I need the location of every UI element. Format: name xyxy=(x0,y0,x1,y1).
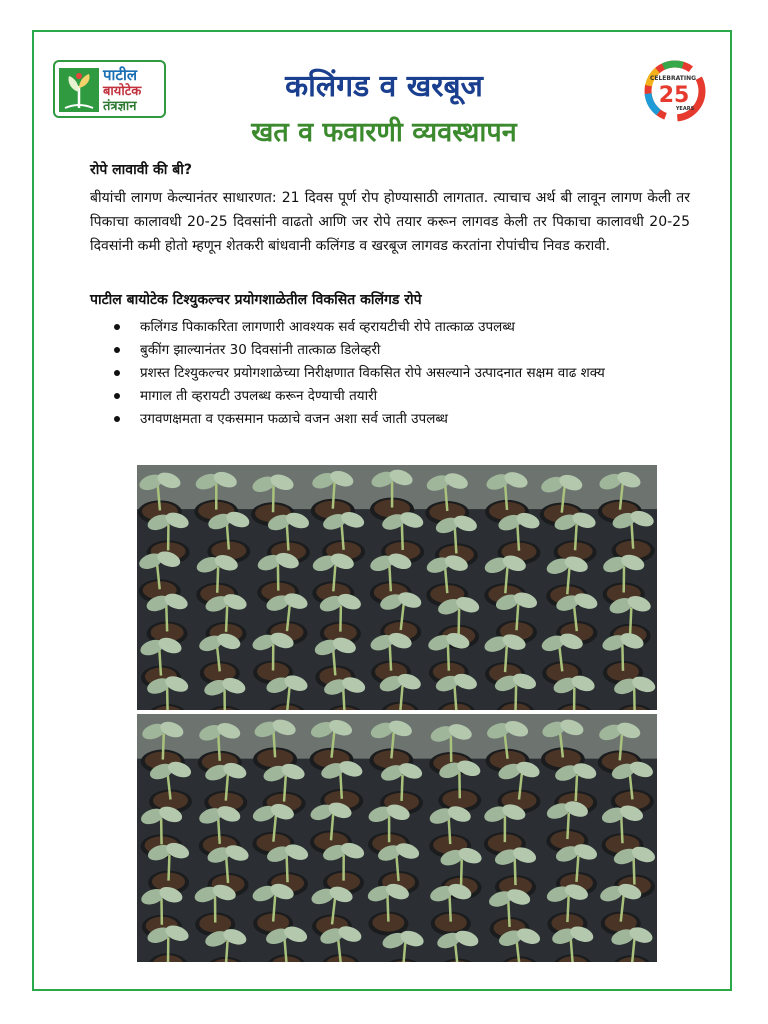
logo-line-3: तंत्रज्ञान xyxy=(103,99,137,114)
section-1-paragraph: बीयांची लागण केल्यानंतर साधारणत: 21 दिवस पूर्ण रोप होण्यासाठी लागतात. त्याचाच अर्थ बी लावून लागण केली तर पिकाचा कालावधी 20-25 दिवसांनी वाढतो आणि जर रोपे तयार करून लागवड केली तर पिकाचा कालावधी 20-25 दिवसांनी कमी होतो म्हणून शेतकरी बांधवानी कलिंगड व खरबूज लागवड करतांना रोपांचीच निवड करावी. xyxy=(90,190,690,254)
list-item xyxy=(112,385,692,407)
section-2-heading: पाटील बायोटेक टिश्युकल्चर प्रयोगशाळेतील विकसित कलिंगड रोपे xyxy=(90,292,422,308)
badge-bottom-text: YEARS xyxy=(675,106,695,112)
list-item xyxy=(112,362,692,384)
list-item-text: बुकींग झाल्यानंतर 30 दिवसांनी तात्काळ डिलेव्हरी xyxy=(140,342,381,358)
seedling-tray-photo-2 xyxy=(137,714,657,962)
seedling-tray-photo-1 xyxy=(137,465,657,710)
list-item-text: प्रशस्त टिश्युकल्चर प्रयोगशाळेच्या निरीक्षणात विकसित रोपे असल्याने उत्पादनात सक्षम वाढ शक्य xyxy=(140,365,605,381)
bullet-icon xyxy=(114,393,120,399)
list-item xyxy=(112,316,692,338)
feature-list xyxy=(112,316,692,431)
bullet-icon xyxy=(114,416,120,422)
badge-number: 25 xyxy=(658,83,690,108)
page-title: कलिंगड व खरबूज xyxy=(285,69,483,104)
list-item-text: मागाल ती व्हरायटी उपलब्ध करून देण्याची तयारी xyxy=(140,388,378,404)
list-item-text: कलिंगड पिकाकरिता लागणारी आवश्यक सर्व व्हरायटीची रोपे तात्काळ उपलब्ध xyxy=(140,319,515,335)
bullet-icon xyxy=(114,370,120,376)
badge-top-text: CELEBRATING xyxy=(649,75,697,82)
bullet-icon xyxy=(114,347,120,353)
logo-line-1: पाटील xyxy=(103,66,138,84)
section-1-heading: रोपे लावावी की बी? xyxy=(90,162,192,178)
logo-line-2: बायोटेक xyxy=(103,84,142,99)
list-item xyxy=(112,339,692,361)
list-item-text: उगवणक्षमता व एकसमान फळाचे वजन अशा सर्व जाती उपलब्ध xyxy=(140,411,448,427)
bullet-icon xyxy=(114,324,120,330)
list-item xyxy=(112,408,692,430)
page-subtitle: खत व फवारणी व्यवस्थापन xyxy=(251,117,517,148)
